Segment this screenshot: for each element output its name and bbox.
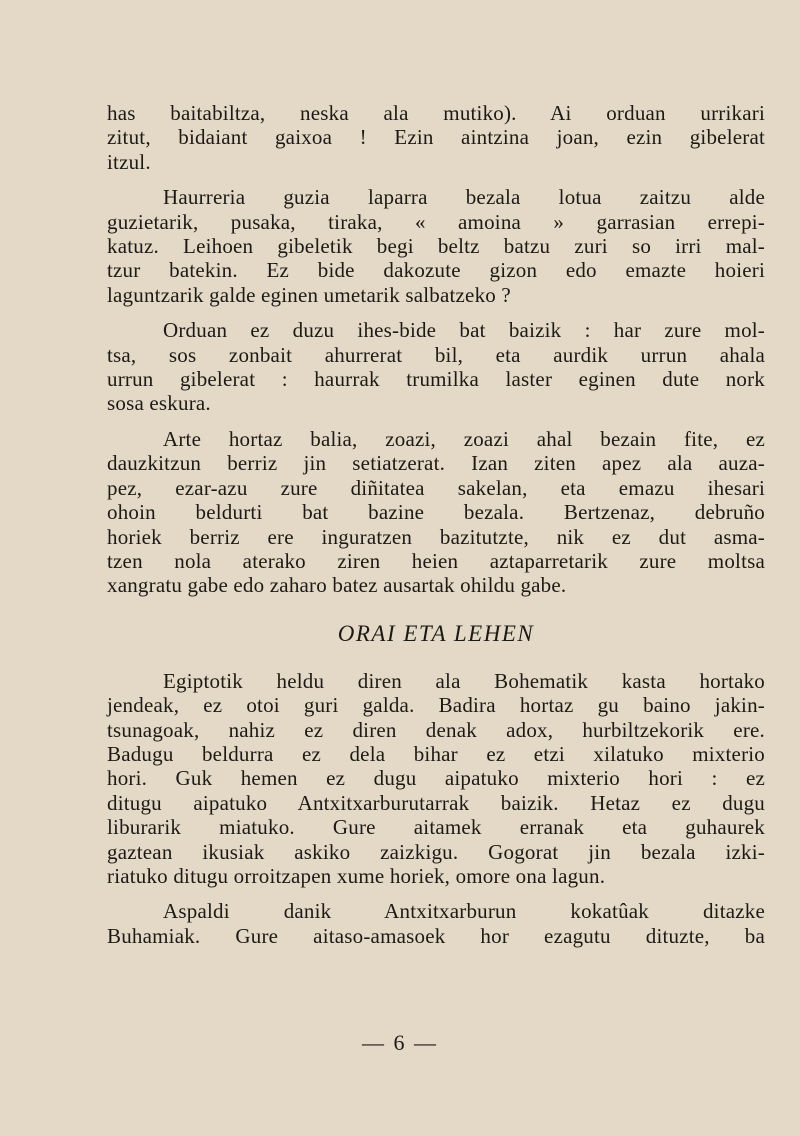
text-line: dauzkitzun berriz jin setiatzerat. Izan ziten apez ala auza- xyxy=(107,451,765,476)
text-line: jendeak, ez otoi guri galda. Badira hortaz gu baino jakin- xyxy=(107,693,765,718)
text-line: xangratu gabe edo zaharo batez ausartak ohildu gabe. xyxy=(107,573,567,598)
paragraph-1 xyxy=(107,101,765,174)
paragraph-3 xyxy=(107,318,765,416)
paragraph-4 xyxy=(107,427,765,598)
text-line: zitut, bidaiant gaixoa ! Ezin aintzina joan, ezin gibelerat xyxy=(107,125,765,150)
paragraph-5 xyxy=(107,669,765,889)
text-line: ohoin beldurti bat bazine bezala. Bertzenaz, debruño xyxy=(107,500,765,525)
page-number: — 6 — xyxy=(362,1030,438,1055)
text-line: tzen nola aterako ziren heien aztaparretarik zure moltsa xyxy=(107,548,765,573)
paragraph-2 xyxy=(107,185,765,307)
text-line: tsunagoak, nahiz ez diren denak adox, hurbiltzekorik ere. xyxy=(107,717,765,742)
text-line: tsa, sos zonbait ahurrerat bil, eta aurdik urrun ahala xyxy=(107,342,765,367)
text-line: katuz. Leihoen gibeletik begi beltz batzu zuri so irri mal- xyxy=(107,234,765,259)
text-line: Egiptotik heldu diren ala Bohematik kasta hortako xyxy=(163,668,765,693)
text-line: Badugu beldurra ez dela bihar ez etzi xilatuko mixterio xyxy=(107,741,765,766)
text-line: laguntzarik galde eginen umetarik salbatzeko ? xyxy=(107,282,511,307)
text-line: Arte hortaz balia, zoazi, zoazi ahal bezain fite, ez xyxy=(163,426,765,451)
text-line: liburarik miatuko. Gure aitamek erranak eta guhaurek xyxy=(107,815,765,840)
paragraph-6 xyxy=(107,899,765,948)
text-line: has baitabiltza, neska ala mutiko). Ai orduan urrikari xyxy=(107,101,765,125)
text-line: hori. Guk hemen ez dugu aipatuko mixterio hori : ez xyxy=(107,766,765,791)
text-line: Aspaldi danik Antxitxarburun kokatûak ditazke xyxy=(163,899,765,924)
text-line: guzietarik, pusaka, tiraka, « amoina » garrasian errepi- xyxy=(107,209,765,234)
text-line: itzul. xyxy=(107,149,151,174)
text-line: riatuko ditugu orroitzapen xume horiek, omore ona lagun. xyxy=(107,863,606,888)
text-line: pez, ezar-azu zure diñitatea sakelan, eta emazu ihesari xyxy=(107,475,765,500)
text-line: horiek berriz ere inguratzen bazitutzte, nik ez dut asma- xyxy=(107,524,765,549)
text-line: tzur batekin. Ez bide dakozute gizon edo emazte hoieri xyxy=(107,258,765,283)
text-line: Buhamiak. Gure aitaso-amasoek hor ezagutu dituzte, ba xyxy=(107,923,765,948)
text-line: Orduan ez duzu ihes-bide bat baizik : har zure mol- xyxy=(163,318,765,343)
text-line: Haurreria guzia laparra bezala lotua zaitzu alde xyxy=(163,185,765,210)
page-body xyxy=(107,101,765,948)
section-heading: ORAI ETA LEHEN xyxy=(337,620,535,646)
text-line: urrun gibelerat : haurrak trumilka laster eginen dute nork xyxy=(107,367,765,392)
text-line: ditugu aipatuko Antxitxarburutarrak baizik. Hetaz ez dugu xyxy=(107,790,765,815)
text-line: sosa eskura. xyxy=(107,391,211,416)
text-line: gaztean ikusiak askiko zaizkigu. Gogorat jin bezala izki- xyxy=(107,839,765,864)
